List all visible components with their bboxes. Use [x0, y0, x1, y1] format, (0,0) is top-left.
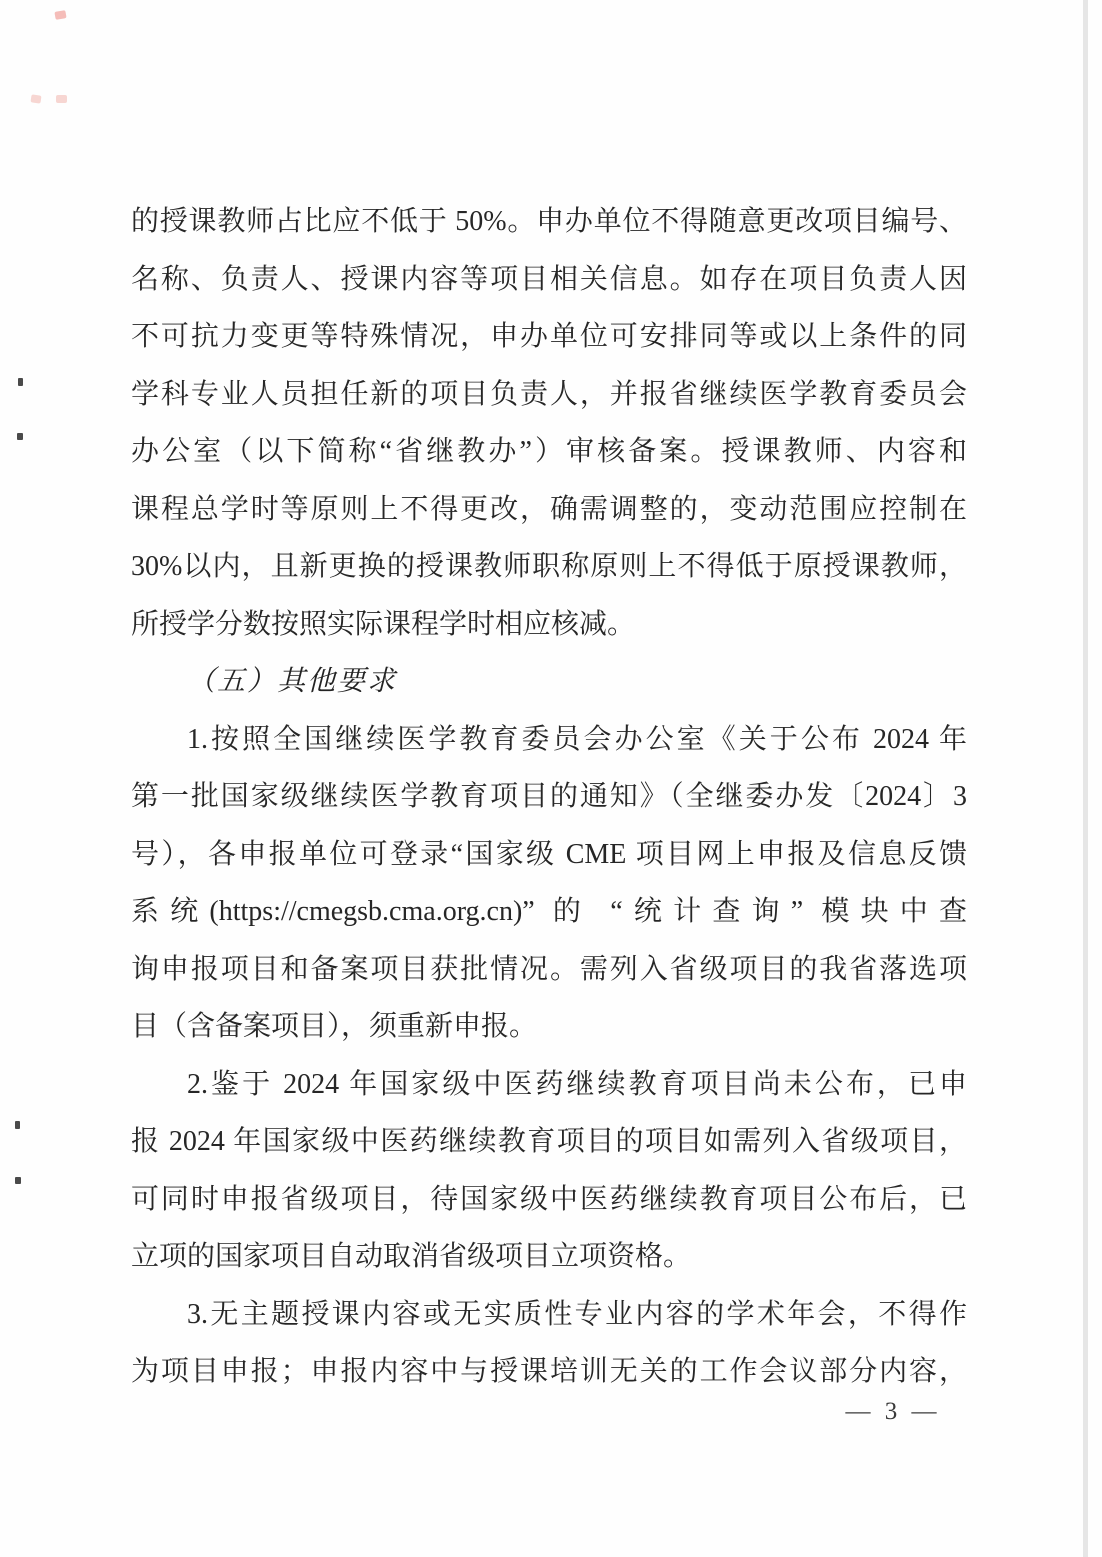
text-line: 办公室（以下简称“省继教办”）审核备案。授课教师、内容和	[131, 436, 967, 467]
text-line: 报 2024 年国家级中医药继续教育项目的项目如需列入省级项目，	[131, 1126, 967, 1157]
text-line: 系统(https://cmegsb.cma.org.cn)” 的 “统计查询” 模块中查	[131, 896, 967, 927]
text-line: 名称、负责人、授课内容等项目相关信息。如存在项目负责人因	[131, 263, 967, 295]
red-ink-mark	[30, 94, 41, 103]
ink-speck	[18, 378, 23, 386]
text-line: 30%以内，且新更换的授课教师职称原则上不得低于原授课教师，	[131, 551, 967, 582]
text-line: 不可抗力变更等特殊情况，申办单位可安排同等或以上条件的同	[131, 321, 967, 352]
text-line: 立项的国家项目自动取消省级项目立项资格。	[131, 1241, 692, 1272]
text-line: 学科专业人员担任新的项目负责人，并报省继续医学教育委员会	[131, 378, 967, 410]
section-heading: （五）其他要求	[187, 666, 398, 697]
text-line: 2.鉴于 2024 年国家级中医药继续教育项目尚未公布，已申	[187, 1068, 967, 1100]
text-line: 3.无主题授课内容或无实质性专业内容的学术年会，不得作	[187, 1298, 967, 1330]
text-line: 可同时申报省级项目，待国家级中医药继续教育项目公布后，已	[131, 1183, 967, 1215]
text-line: 为项目申报；申报内容中与授课培训无关的工作会议部分内容，	[131, 1356, 967, 1387]
text-line: 号），各申报单位可登录“国家级 CME 项目网上申报及信息反馈	[131, 838, 967, 870]
text-line: 询申报项目和备案项目获批情况。需列入省级项目的我省落选项	[131, 953, 967, 985]
text-line: 目（含备案项目），须重新申报。	[131, 1011, 538, 1042]
page-number: — 3 —	[845, 1398, 941, 1425]
text-line: 的授课教师占比应不低于 50%。申办单位不得随意更改项目编号、	[131, 206, 967, 237]
text-line: 所授学分数按照实际课程学时相应核减。	[131, 608, 636, 640]
red-ink-mark	[54, 10, 66, 20]
text-line: 1.按照全国继续医学教育委员会办公室《关于公布 2024 年	[187, 723, 967, 755]
page-edge-shadow	[1083, 0, 1088, 1557]
ink-speck	[17, 433, 23, 440]
text-line: 第一批国家级继续医学教育项目的通知》（全继委办发〔2024〕3	[131, 781, 967, 812]
text-line: 课程总学时等原则上不得更改，确需调整的，变动范围应控制在	[131, 493, 967, 525]
ink-speck	[15, 1177, 21, 1184]
red-ink-mark	[56, 95, 67, 103]
ink-speck	[15, 1121, 20, 1129]
document-body	[131, 193, 967, 1401]
